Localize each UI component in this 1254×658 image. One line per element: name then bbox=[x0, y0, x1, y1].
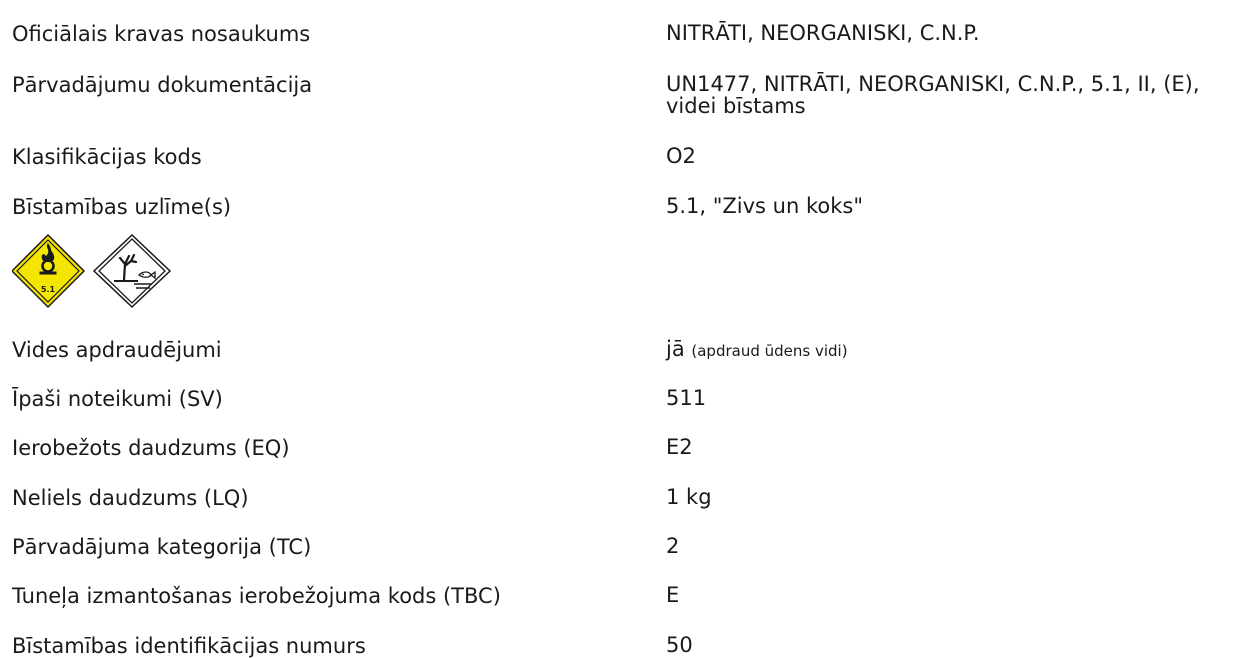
value-transport-category: 2 bbox=[666, 534, 680, 558]
hazard-pictograms-svg bbox=[12, 234, 182, 310]
label-limited-quantities: Neliels daudzums (LQ) bbox=[12, 486, 249, 510]
value-special-provisions: 511 bbox=[666, 386, 707, 410]
label-environmental-hazards: Vides apdraudējumi bbox=[12, 338, 222, 362]
value-transport-document: UN1477, NITRĀTI, NEORGANISKI, C.N.P., 5.1, II, (E), videi bīstams bbox=[666, 72, 1200, 118]
label-hazard-identification-number: Bīstamības identifikācijas numurs bbox=[12, 634, 366, 658]
label-tunnel-restriction-code: Tuneļa izmantošanas ierobežojuma kods (TBC) bbox=[12, 584, 501, 608]
value-environmental-hazards-note: (apdraud ūdens vidi) bbox=[691, 342, 848, 360]
hazard-pictograms bbox=[12, 234, 182, 310]
value-classification-code: O2 bbox=[666, 144, 696, 168]
value-hazard-labels: 5.1, "Zivs un koks" bbox=[666, 194, 863, 218]
value-environmental-hazards bbox=[666, 338, 1250, 362]
value-excepted-quantities: E2 bbox=[666, 435, 693, 459]
value-hazard-identification-number: 50 bbox=[666, 633, 693, 657]
label-transport-document: Pārvadājumu dokumentācija bbox=[12, 73, 313, 97]
value-environmental-hazards-main: jā bbox=[666, 337, 685, 361]
environment-hazard-icon bbox=[94, 235, 170, 307]
value-tunnel-restriction-code: E bbox=[666, 583, 680, 607]
label-excepted-quantities: Ierobežots daudzums (EQ) bbox=[12, 436, 290, 460]
value-limited-quantities: 1 kg bbox=[666, 485, 712, 509]
label-classification-code: Klasifikācijas kods bbox=[12, 145, 202, 169]
value-proper-shipping-name: NITRĀTI, NEORGANISKI, C.N.P. bbox=[666, 21, 980, 45]
oxidizer-5.1-icon bbox=[12, 235, 84, 307]
label-special-provisions: Īpaši noteikumi (SV) bbox=[12, 387, 223, 411]
label-hazard-labels: Bīstamības uzlīme(s) bbox=[12, 195, 232, 219]
label-proper-shipping-name: Oficiālais kravas nosaukums bbox=[12, 22, 311, 46]
oxidizer-class-number: 5.1 bbox=[40, 285, 56, 294]
label-transport-category: Pārvadājuma kategorija (TC) bbox=[12, 535, 312, 559]
